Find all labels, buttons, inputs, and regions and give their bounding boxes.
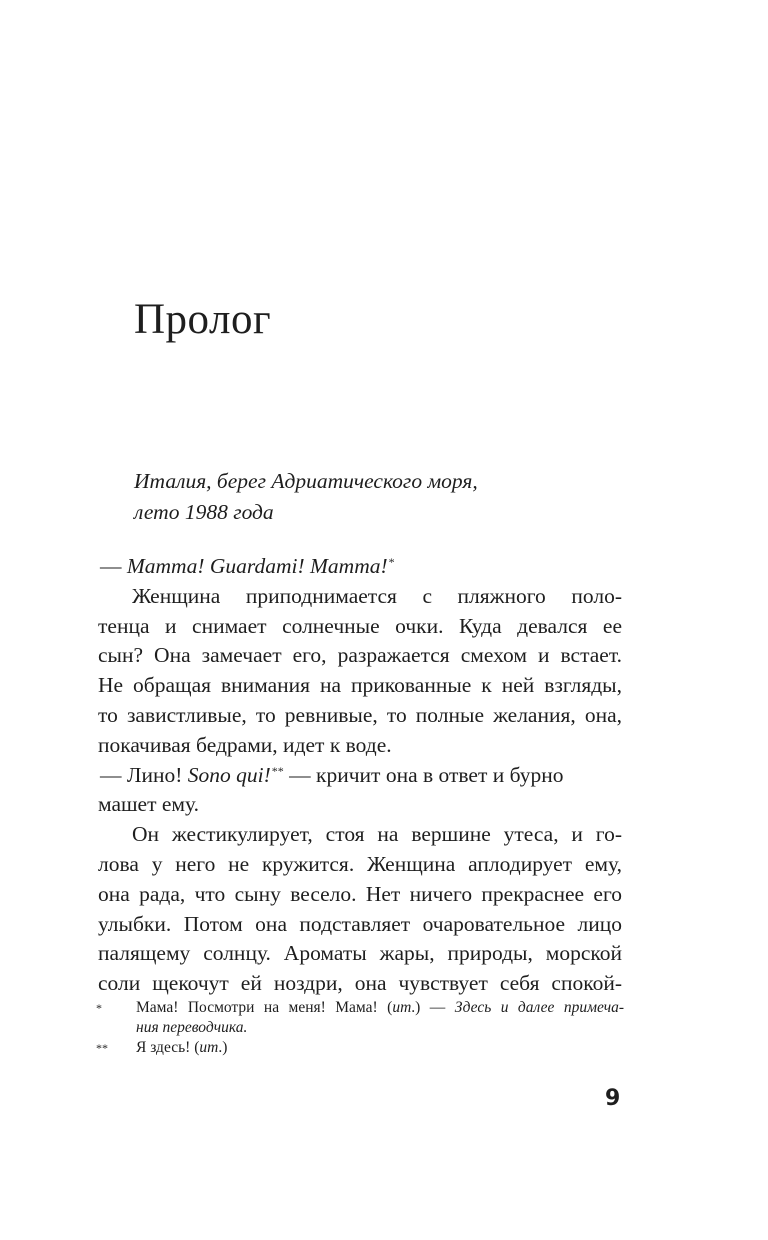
- paragraph-line: тенца и снимает солнечные очки. Куда девался ее: [98, 613, 622, 638]
- paragraph-line: то завистливые, то ревнивые, то полные желания, она,: [98, 702, 622, 727]
- epigraph-place: Италия, берег Адриатического моря,: [134, 469, 478, 493]
- dialogue-start: — Лино!: [100, 762, 188, 787]
- translator-note: Здесь и далее примеча-: [454, 999, 625, 1016]
- paragraph-line: Женщина приподнимается с пляжного поло-: [132, 583, 622, 608]
- footnote: [96, 998, 624, 1038]
- language-abbr: ит: [199, 1039, 219, 1056]
- footnote-mark: **: [96, 1041, 108, 1055]
- paragraph-line: она рада, что сыну весело. Нет ничего прекраснее его: [98, 881, 622, 906]
- paragraph-line: сын? Она замечает его, разражается смехом и встает.: [98, 643, 622, 668]
- footnote-text: Я здесь! (: [136, 1039, 200, 1056]
- epigraph: [134, 466, 478, 528]
- epigraph-date: лето 1988 года: [134, 500, 274, 524]
- paragraph-line: палящему солнцу. Ароматы жары, природы, морской: [98, 941, 622, 966]
- paragraph-line: соли щекочут ей ноздри, она чувствует себя спокой-: [98, 971, 622, 996]
- paragraph-line: машет ему.: [98, 792, 199, 817]
- footnote-mark: *: [96, 1001, 102, 1015]
- italian-phrase: Mamma! Guardami! Mamma!: [126, 554, 388, 578]
- dash: —: [100, 554, 127, 578]
- paragraph-line: улыбки. Потом она подставляет очаровательное лицо: [98, 911, 622, 936]
- italian-phrase: Sono qui!: [187, 762, 271, 787]
- paragraph-line: Он жестикулирует, стоя на вершине утеса, и го-: [132, 822, 622, 847]
- footnote-text: Мама! Посмотри на меня! Мама! (: [136, 999, 393, 1016]
- footnote-line: [136, 998, 624, 1018]
- paragraph-line: Не обращая внимания на прикованные к ней взгляды,: [98, 673, 622, 698]
- paragraph-line: покачивая бедрами, идет к воде.: [98, 732, 392, 757]
- footnote-line: [136, 1038, 624, 1058]
- chapter-title: Пролог: [134, 296, 272, 343]
- dialogue-line: [98, 761, 622, 791]
- paragraph-line: лова у него не кружится. Женщина аплодирует ему,: [98, 851, 622, 876]
- footnote-text: .) —: [411, 999, 455, 1016]
- dialogue-end: — кричит она в ответ и бурно: [283, 762, 564, 787]
- dialogue-line: [98, 552, 622, 582]
- footnote-text: .): [218, 1039, 228, 1056]
- footnote-ref: **: [271, 763, 284, 778]
- body-text: [98, 552, 622, 999]
- footnote-ref: *: [388, 555, 395, 569]
- footnote: [96, 1038, 624, 1058]
- language-abbr: ит: [392, 999, 412, 1016]
- footnotes: [96, 998, 624, 1058]
- translator-note: ния переводчика.: [136, 1019, 248, 1036]
- page-number: 9: [605, 1086, 621, 1111]
